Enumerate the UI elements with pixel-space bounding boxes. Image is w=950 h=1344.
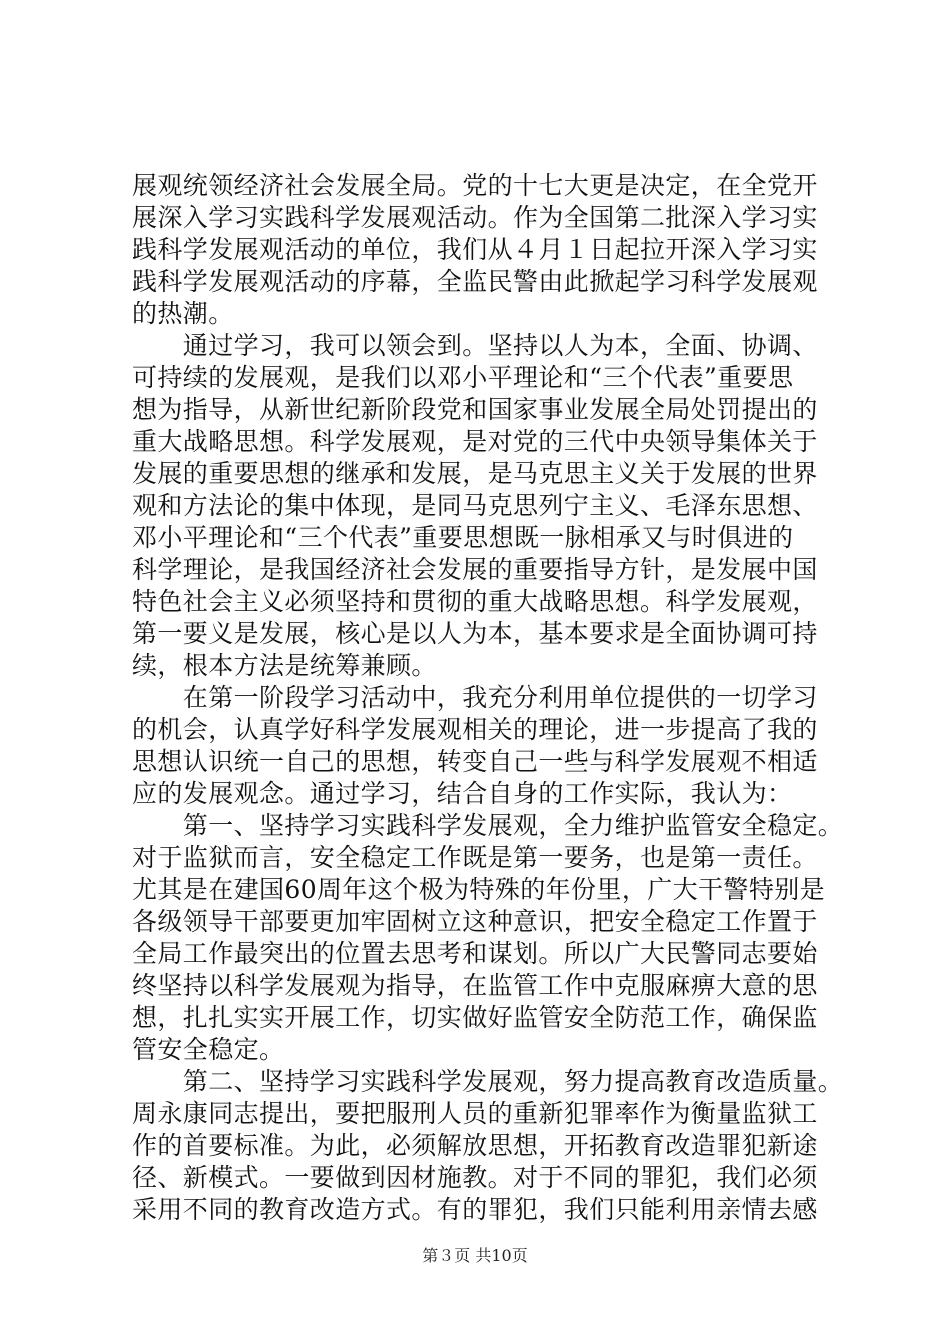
text-line: 第一要义是发展，核心是以人为本，基本要求是全面协调可持 xyxy=(132,619,818,648)
text-line: 应的发展观念。通过学习，结合自身的工作实际，我认为： xyxy=(132,779,793,808)
text-line: 科学理论，是我国经济社会发展的重要指导方针，是发展中国 xyxy=(132,555,818,584)
text-line: 第二、坚持学习实践科学发展观，努力提高教育改造质量。 xyxy=(132,1067,844,1096)
text-line: 尤其是在建国60周年这个极为特殊的年份里，广大干警特别是 xyxy=(132,875,826,904)
text-line: 可持续的发展观，是我们以邓小平理论和“三个代表”重要思 xyxy=(132,363,794,392)
text-line: 的热潮。 xyxy=(132,299,234,328)
text-line: 的机会，认真学好科学发展观相关的理论，进一步提高了我的 xyxy=(132,715,818,744)
text-line: 周永康同志提出，要把服刑人员的重新犯罪率作为衡量监狱工 xyxy=(132,1099,818,1128)
text-line: 在第一阶段学习活动中，我充分利用单位提供的一切学习 xyxy=(132,683,818,712)
text-line: 管安全稳定。 xyxy=(132,1035,285,1064)
text-line: 对于监狱而言，安全稳定工作既是第一要务，也是第一责任。 xyxy=(132,843,818,872)
text-line: 思想认识统一自己的思想，转变自己一些与科学发展观不相适 xyxy=(132,747,818,776)
text-line: 重大战略思想。科学发展观，是对党的三代中央领导集体关于 xyxy=(132,427,818,456)
text-line: 展深入学习实践科学发展观活动。作为全国第二批深入学习实 xyxy=(132,203,818,232)
text-line: 发展的重要思想的继承和发展，是马克思主义关于发展的世界 xyxy=(132,459,818,488)
text-line: 践科学发展观活动的单位，我们从４月１日起拉开深入学习实 xyxy=(132,235,818,264)
text-line: 终坚持以科学发展观为指导，在监管工作中克服麻痹大意的思 xyxy=(132,971,818,1000)
text-line: 邓小平理论和“三个代表”重要思想既一脉相承又与时俱进的 xyxy=(132,523,794,552)
text-line: 观和方法论的集中体现，是同马克思列宁主义、毛泽东思想、 xyxy=(132,491,818,520)
text-line: 全局工作最突出的位置去思考和谋划。所以广大民警同志要始 xyxy=(132,939,818,968)
text-line: 通过学习，我可以领会到。坚持以人为本，全面、协调、 xyxy=(132,331,818,360)
page-number: 第３页 共10页 xyxy=(422,1246,528,1265)
text-line: 各级领导干部要更加牢固树立这种意识，把安全稳定工作置于 xyxy=(132,907,818,936)
text-line: 续，根本方法是统筹兼顾。 xyxy=(132,651,437,680)
text-line: 采用不同的教育改造方式。有的罪犯，我们只能利用亲情去感 xyxy=(132,1195,818,1224)
text-line: 特色社会主义必须坚持和贯彻的重大战略思想。科学发展观， xyxy=(132,587,818,616)
text-line: 想为指导，从新世纪新阶段党和国家事业发展全局处罚提出的 xyxy=(132,395,818,424)
text-line: 作的首要标准。为此，必须解放思想，开拓教育改造罪犯新途 xyxy=(132,1131,818,1160)
body-text xyxy=(132,170,844,1226)
text-line: 践科学发展观活动的序幕，全监民警由此掀起学习科学发展观 xyxy=(132,267,818,296)
text-line: 想，扎扎实实开展工作，切实做好监管安全防范工作，确保监 xyxy=(132,1003,818,1032)
text-line: 径、新模式。一要做到因材施教。对于不同的罪犯，我们必须 xyxy=(132,1163,818,1192)
text-line: 展观统领经济社会发展全局。党的十七大更是决定，在全党开 xyxy=(132,171,818,200)
text-line: 第一、坚持学习实践科学发展观，全力维护监管安全稳定。 xyxy=(132,811,844,840)
